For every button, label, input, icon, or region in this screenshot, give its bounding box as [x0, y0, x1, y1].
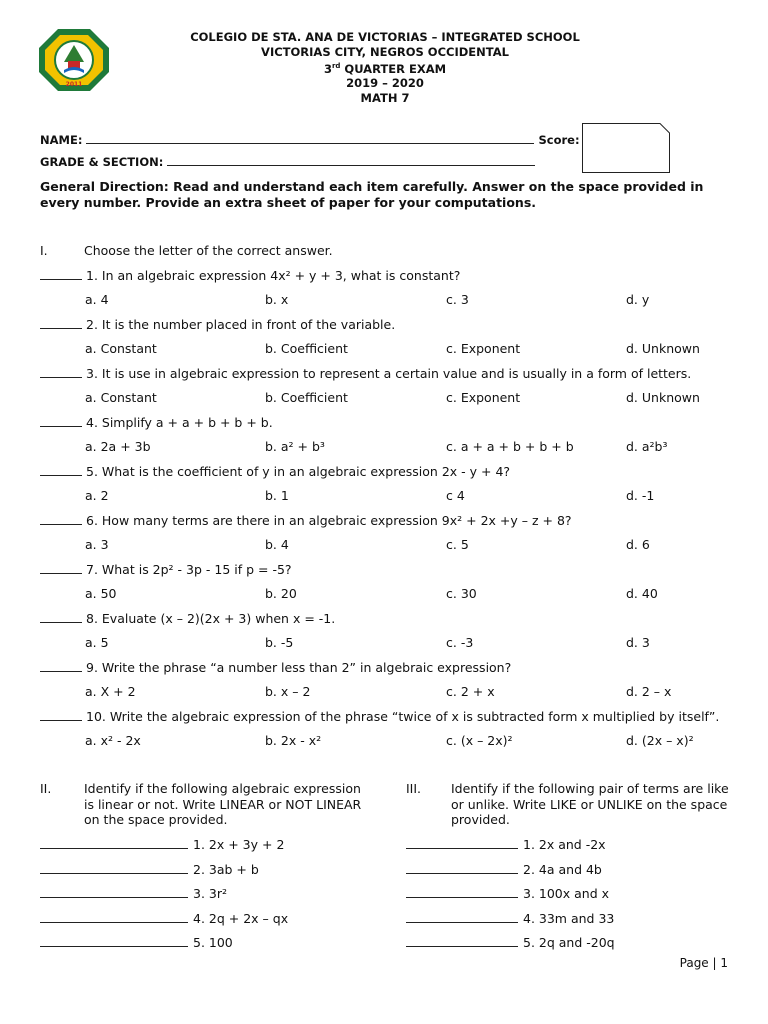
option-c: c. Exponent	[446, 341, 521, 356]
item-text: 4. 33m and 33	[523, 910, 615, 926]
option-a: a. Constant	[85, 390, 157, 405]
part2-item-3	[40, 886, 227, 901]
score-label: Score:	[538, 133, 580, 147]
option-b: b. 20	[265, 586, 297, 601]
question-text: 6. How many terms are there in an algebraic expression 9x² + 2x +y – z + 8?	[86, 513, 572, 528]
option-c: c. Exponent	[446, 390, 521, 405]
logo-year: 2011	[65, 81, 83, 88]
question-text: 7. What is 2p² - 3p - 15 if p = -5?	[86, 562, 292, 577]
option-b: b. x	[265, 292, 289, 307]
option-a: a. Constant	[85, 341, 157, 356]
option-d: d. 6	[626, 537, 650, 552]
answer-blank[interactable]	[40, 887, 188, 898]
question-6	[40, 513, 730, 528]
question-5	[40, 464, 730, 479]
item-text: 3. 100x and x	[523, 886, 610, 901]
part1-heading	[40, 243, 730, 258]
page-number: Page | 1	[679, 956, 728, 970]
question-text: 3. It is use in algebraic expression to represent a certain value and is usually in a form of letters.	[86, 366, 692, 381]
part2-direction: Identify if the following algebraic expression is linear or not. Write LINEAR or NOT LINEAR on the space provided.	[84, 781, 362, 827]
answer-blank[interactable]	[406, 887, 518, 898]
option-d: d. -1	[626, 488, 655, 503]
answer-blank[interactable]	[406, 936, 518, 947]
option-b: b. x – 2	[265, 684, 311, 699]
answer-blank[interactable]	[406, 838, 518, 849]
question-9	[40, 660, 730, 675]
part3-item-3	[406, 886, 609, 901]
question-1	[40, 268, 730, 283]
answer-blank[interactable]	[40, 367, 82, 378]
option-d: d. (2x – x)²	[626, 733, 694, 748]
general-direction: General Direction: Read and understand each item carefully. Answer on the space provided in every number. Provide an extra sheet of paper for your computations.	[40, 179, 704, 210]
item-text: 1. 2x and -2x	[523, 837, 606, 852]
option-a: a. 2a + 3b	[85, 439, 151, 454]
grade-section-label: GRADE & SECTION:	[40, 155, 164, 169]
part2-item-2	[40, 862, 259, 877]
question-8	[40, 611, 730, 626]
name-field	[40, 133, 580, 147]
option-c: c. a + a + b + b + b	[446, 439, 574, 454]
question-10	[40, 709, 730, 724]
name-blank[interactable]	[86, 133, 534, 144]
answer-blank[interactable]	[406, 863, 518, 874]
score-box[interactable]	[582, 123, 670, 173]
answer-blank[interactable]	[40, 416, 82, 427]
item-text: 3. 3r²	[193, 886, 228, 901]
option-c: c. 2 + x	[446, 684, 495, 699]
option-c: c. 5	[446, 537, 469, 552]
option-a: a. X + 2	[85, 684, 136, 699]
school-name: COLEGIO DE STA. ANA DE VICTORIAS – INTEGRATED SCHOOL	[190, 30, 580, 44]
option-a: a. 50	[85, 586, 117, 601]
school-city: VICTORIAS CITY, NEGROS OCCIDENTAL	[261, 44, 509, 59]
answer-blank[interactable]	[40, 514, 82, 525]
answer-blank[interactable]	[40, 838, 188, 849]
subject: MATH 7	[360, 90, 410, 105]
option-c: c 4	[446, 488, 465, 503]
item-text: 2. 3ab + b	[193, 861, 259, 877]
question-4	[40, 415, 730, 430]
school-seal-logo	[38, 28, 110, 92]
option-d: d. a²b³	[626, 439, 668, 454]
option-d: d. 3	[626, 635, 650, 650]
answer-blank[interactable]	[40, 912, 188, 923]
question-text: 9. Write the phrase “a number less than 2” in algebraic expression?	[86, 660, 512, 675]
part3-item-4	[406, 911, 614, 926]
option-b: b. Coefficient	[265, 390, 348, 405]
option-c: c. 30	[446, 586, 477, 601]
answer-blank[interactable]	[406, 912, 518, 923]
grade-section-field	[40, 155, 535, 169]
option-b: b. 2x - x²	[265, 733, 322, 748]
question-2	[40, 317, 730, 332]
option-d: d. Unknown	[626, 341, 700, 356]
option-c: c. -3	[446, 635, 474, 650]
option-b: b. a² + b³	[265, 439, 325, 454]
option-a: a. 2	[85, 488, 109, 503]
option-d: d. 2 – x	[626, 684, 672, 699]
part2-item-1	[40, 837, 284, 852]
part2-item-5	[40, 935, 233, 950]
part1-numeral: I.	[40, 243, 48, 258]
question-text: 10. Write the algebraic expression of the phrase “twice of x is subtracted form x multiplied by itself”.	[86, 709, 720, 724]
option-a: a. 5	[85, 635, 109, 650]
option-a: a. 4	[85, 292, 109, 307]
question-text: 2. It is the number placed in front of the variable.	[86, 317, 396, 332]
question-3	[40, 366, 730, 381]
answer-blank[interactable]	[40, 563, 82, 574]
option-d: d. 40	[626, 586, 658, 601]
answer-blank[interactable]	[40, 710, 82, 721]
answer-blank[interactable]	[40, 936, 188, 947]
option-a: a. 3	[85, 537, 109, 552]
question-7	[40, 562, 730, 577]
question-text: 8. Evaluate (x – 2)(2x + 3) when x = -1.	[86, 611, 336, 626]
answer-blank[interactable]	[40, 269, 82, 280]
school-year: 2019 – 2020	[346, 76, 424, 91]
grade-section-blank[interactable]	[167, 155, 535, 166]
question-text: 1. In an algebraic expression 4x² + y + 3, what is constant?	[86, 268, 461, 283]
answer-blank[interactable]	[40, 661, 82, 672]
part3-item-1	[406, 837, 606, 852]
exam-header	[120, 30, 650, 105]
item-text: 5. 2q and -20q	[523, 935, 615, 950]
question-text: 4. Simplify a + a + b + b + b.	[86, 415, 273, 430]
item-text: 1. 2x + 3y + 2	[193, 837, 285, 852]
option-b: b. Coefficient	[265, 341, 348, 356]
answer-blank[interactable]	[40, 318, 82, 329]
exam-quarter: 3rd QUARTER EXAM	[323, 61, 447, 76]
item-text: 4. 2q + 2x – qx	[193, 910, 289, 926]
item-text: 2. 4a and 4b	[523, 861, 602, 877]
option-b: b. 1	[265, 488, 289, 503]
part3-item-2	[406, 862, 602, 877]
part2-item-4	[40, 911, 288, 926]
name-label: NAME:	[40, 133, 83, 147]
option-d: d. y	[626, 292, 650, 307]
answer-blank[interactable]	[40, 863, 188, 874]
option-a: a. x² - 2x	[85, 733, 141, 748]
part3-numeral: III.	[406, 781, 422, 796]
option-c: c. (x – 2x)²	[446, 733, 513, 748]
part1-direction: Choose the letter of the correct answer.	[84, 243, 333, 258]
part2-numeral: II.	[40, 781, 52, 796]
item-text: 5. 100	[193, 935, 233, 950]
part3-direction: Identify if the following pair of terms are like or unlike. Write LIKE or UNLIKE on the space provided.	[451, 781, 729, 827]
answer-blank[interactable]	[40, 612, 82, 623]
option-d: d. Unknown	[626, 390, 700, 405]
option-b: b. -5	[265, 635, 294, 650]
answer-blank[interactable]	[40, 465, 82, 476]
option-c: c. 3	[446, 292, 469, 307]
option-b: b. 4	[265, 537, 289, 552]
part3-item-5	[406, 935, 615, 950]
question-text: 5. What is the coefficient of y in an algebraic expression 2x - y + 4?	[86, 464, 511, 479]
